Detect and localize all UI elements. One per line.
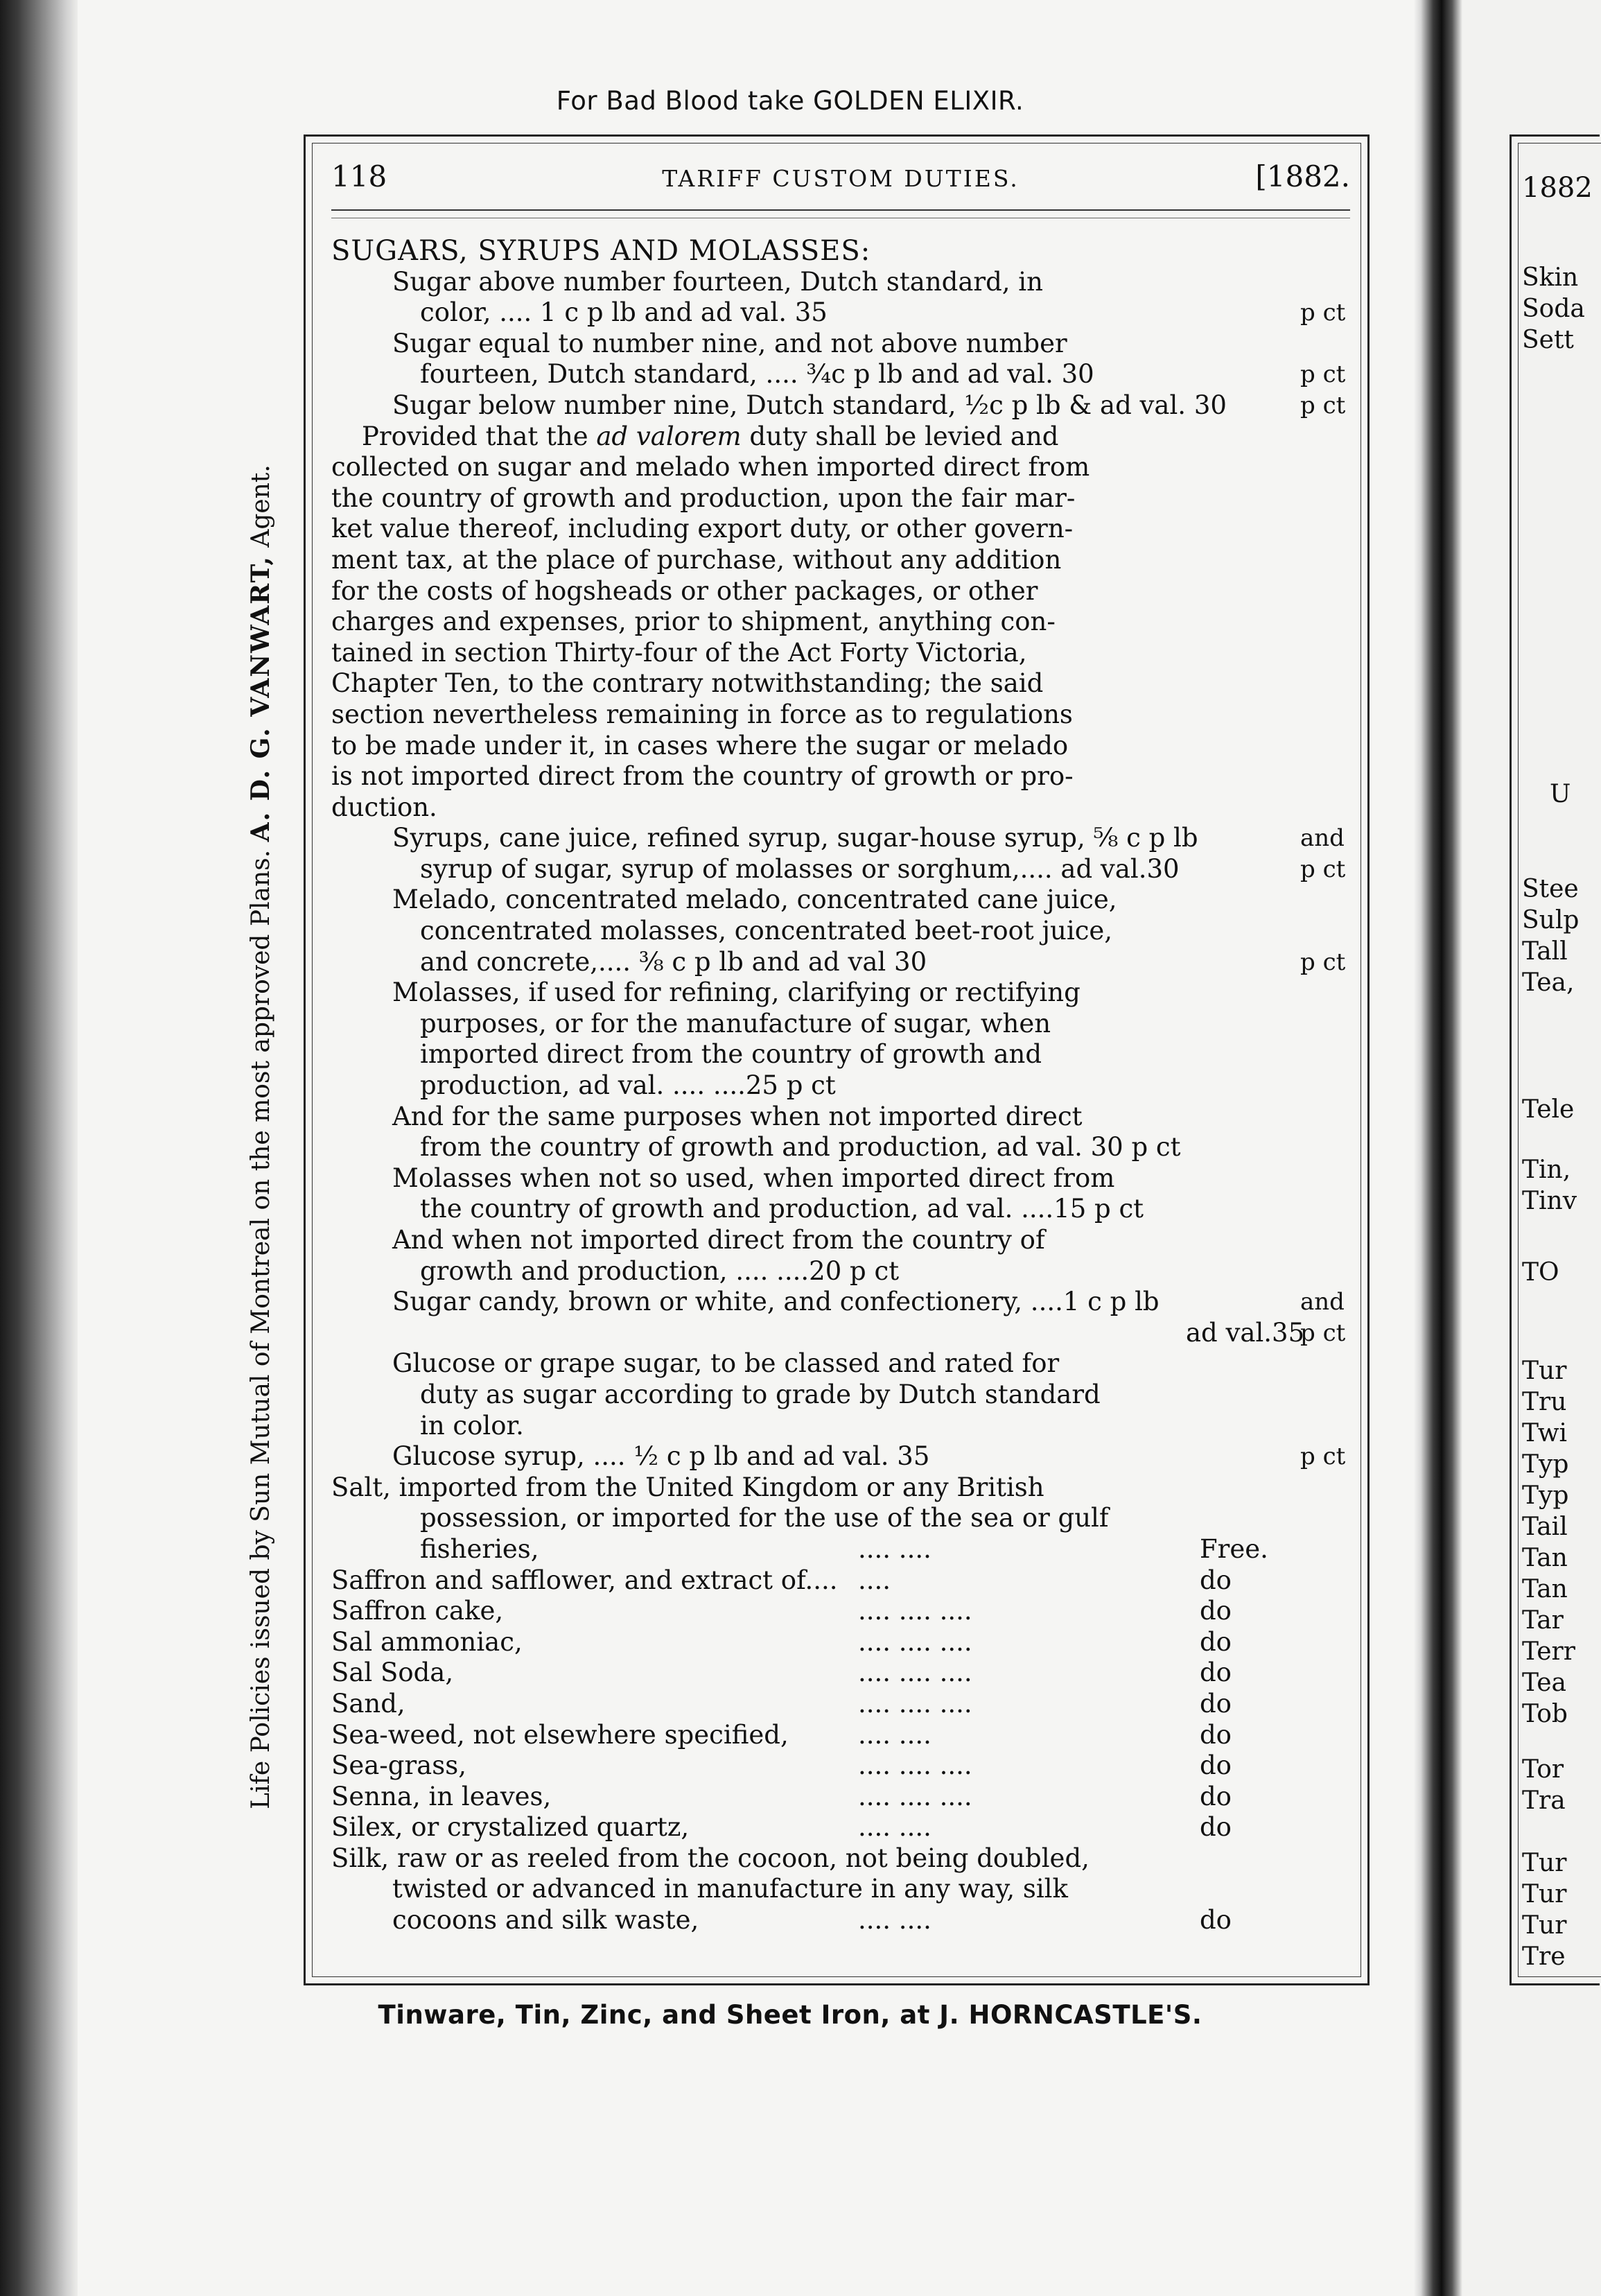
text-line: [331, 1565, 1350, 1597]
section-heading: [331, 236, 1350, 267]
text-line: [331, 1380, 1350, 1411]
text-line: [331, 1812, 1350, 1843]
line-text: purposes, or for the manufacture of sugar, when: [420, 1008, 1051, 1038]
text-line: [331, 297, 1350, 329]
text-line: [331, 514, 1350, 545]
facing-page-fragment: Tur: [1522, 1880, 1567, 1908]
line-suffix: p ct: [1300, 391, 1346, 419]
leader-dots: .... ....: [858, 1719, 931, 1750]
duty-rate: do: [1200, 1905, 1232, 1936]
text-line: [331, 545, 1350, 576]
text-line: [331, 977, 1350, 1009]
line-text: growth and production, .... ....20 p ct: [420, 1255, 900, 1286]
line-suffix: and: [1300, 1288, 1345, 1316]
top-advertisement: For Bad Blood take GOLDEN ELIXIR.: [556, 86, 1024, 116]
line-text: Sugar candy, brown or white, and confectionery, ....1 c p lb: [392, 1287, 1160, 1317]
line-text: Saffron cake,: [331, 1596, 504, 1626]
text-line: [331, 1348, 1350, 1380]
bottom-advertisement: Tinware, Tin, Zinc, and Sheet Iron, at J. HORNCASTLE'S.: [378, 2000, 1202, 2030]
line-text: Sugar below number nine, Dutch standard, ½c p lb & ad val. 30: [392, 390, 1227, 420]
text-line: [331, 1750, 1350, 1782]
facing-page-fragment: Tur: [1522, 1357, 1567, 1385]
line-text: Chapter Ten, to the contrary notwithstanding; the said: [331, 668, 1044, 699]
facing-page-fragment: Tin,: [1522, 1156, 1571, 1184]
line-text: Sea-grass,: [331, 1750, 466, 1781]
line-text: duction.: [331, 792, 437, 822]
facing-page-fragment: Typ: [1522, 1450, 1569, 1479]
line-text: Silk, raw or as reeled from the cocoon, not being doubled,: [331, 1843, 1090, 1873]
running-head: [331, 159, 1350, 194]
line-suffix: p ct: [1300, 948, 1346, 976]
leader-dots: ....: [858, 1565, 891, 1595]
text-line: [331, 390, 1350, 421]
text-line: [331, 792, 1350, 824]
text-line: [331, 1070, 1350, 1102]
line-text: duty as sugar according to grade by Dutch standard: [420, 1379, 1101, 1409]
book-binding-shadow: [0, 0, 78, 2296]
text-line: [331, 1874, 1350, 1905]
text-line: [331, 267, 1350, 298]
text-line: [331, 1782, 1350, 1813]
tariff-text: [331, 236, 1350, 1936]
leader-dots: .... ....: [858, 1533, 931, 1564]
duty-rate: do: [1200, 1719, 1232, 1750]
text-line: [331, 1596, 1350, 1627]
text-line: [331, 1287, 1350, 1318]
text-line: [331, 1689, 1350, 1720]
text-line: [331, 1843, 1350, 1875]
text-line: [331, 947, 1350, 978]
facing-page-fragment: Twi: [1522, 1419, 1568, 1447]
facing-page-fragment: Soda: [1522, 295, 1585, 323]
book-gutter: [1414, 0, 1462, 2296]
text-line: [331, 731, 1350, 762]
side-ad-agent: A. D. G. VANWART,: [246, 555, 275, 842]
text-line: [331, 1534, 1350, 1565]
facing-page-fragment: Tob: [1522, 1700, 1568, 1728]
facing-page-fragment: Tea: [1522, 1669, 1566, 1697]
text-line: [331, 1102, 1350, 1133]
line-text: Sal Soda,: [331, 1658, 454, 1688]
line-text: the country of growth and production, upon the fair mar-: [331, 482, 1076, 513]
duty-rate: do: [1200, 1658, 1232, 1688]
line-text: color, .... 1 c p lb and ad val. 35: [420, 297, 828, 328]
facing-page-fragment: Tre: [1522, 1942, 1566, 1971]
line-suffix: p ct: [1300, 1443, 1346, 1471]
line-text: ket value thereof, including export duty, or other govern-: [331, 514, 1074, 544]
line-text: to be made under it, in cases where the sugar or melado: [331, 730, 1069, 760]
line-text: syrup of sugar, syrup of molasses or sorghum,.... ad val.30: [420, 853, 1180, 884]
text-line: [331, 854, 1350, 885]
text-line: [331, 421, 1350, 453]
line-text: tained in section Thirty-four of the Act Forty Victoria,: [331, 637, 1027, 668]
leader-dots: .... ....: [858, 1812, 931, 1843]
text-line: [331, 1411, 1350, 1442]
line-text: Senna, in leaves,: [331, 1781, 552, 1811]
text-line: [331, 483, 1350, 514]
facing-page-fragment: Tinv: [1522, 1187, 1577, 1215]
text-line: [331, 638, 1350, 669]
line-suffix: p ct: [1300, 1319, 1346, 1347]
text-line: [331, 823, 1350, 854]
facing-page-fragment: Tail: [1522, 1513, 1568, 1541]
text-line: [331, 1503, 1350, 1534]
text-line: [331, 1658, 1350, 1689]
facing-page-fragment: Tan: [1522, 1544, 1568, 1572]
side-ad-text: Life Policies issued by Sun Mutual of Montreal on the most approved Plans.: [247, 849, 275, 1809]
text-line: [331, 329, 1350, 360]
facing-page-fragment: Tea,: [1522, 968, 1575, 997]
facing-page-fragment: U: [1550, 780, 1571, 808]
line-text: Salt, imported from the United Kingdom or any British: [331, 1472, 1044, 1502]
line-text: production, ad val. .... ....25 p ct: [420, 1070, 836, 1101]
text-line: [331, 1905, 1350, 1936]
line-text: cocoons and silk waste,: [392, 1905, 699, 1936]
text-line: [331, 761, 1350, 792]
line-text: in color.: [420, 1410, 524, 1441]
line-text: Glucose or grape sugar, to be classed and rated for: [392, 1348, 1060, 1379]
running-title: TARIFF CUSTOM DUTIES.: [662, 165, 1020, 192]
line-text: concentrated molasses, concentrated beet-root juice,: [420, 916, 1113, 946]
side-advertisement: [246, 347, 281, 1927]
line-text: fisheries,: [420, 1533, 539, 1564]
line-text: Sea-weed, not elsewhere specified,: [331, 1719, 789, 1750]
duty-rate: Free.: [1200, 1533, 1268, 1564]
line-text: And for the same purposes when not imported direct: [392, 1101, 1083, 1131]
line-text: Melado, concentrated melado, concentrated cane juice,: [392, 885, 1117, 915]
duty-rate: do: [1200, 1565, 1232, 1595]
line-text: Molasses, if used for refining, clarifying or rectifying: [392, 977, 1081, 1008]
line-suffix: p ct: [1300, 299, 1346, 327]
duty-rate: do: [1200, 1688, 1232, 1719]
duty-rate: do: [1200, 1596, 1232, 1626]
facing-page-fragment: Tur: [1522, 1849, 1567, 1877]
text-line: [331, 1720, 1350, 1751]
page-year: [1882.: [1255, 159, 1350, 193]
line-text: Silex, or crystalized quartz,: [331, 1812, 690, 1843]
header-rule: [331, 209, 1350, 211]
facing-page-fragment: Tru: [1522, 1388, 1567, 1416]
text-line: [331, 1472, 1350, 1504]
section-heading-text: SUGARS, SYRUPS AND MOLASSES:: [331, 235, 871, 267]
text-line: [331, 1441, 1350, 1472]
leader-dots: .... ....: [858, 1905, 931, 1936]
facing-page-fragment: Tele: [1522, 1095, 1575, 1124]
text-line: [331, 1163, 1350, 1194]
line-text: section nevertheless remaining in force as to regulations: [331, 699, 1073, 729]
text-line: [331, 699, 1350, 731]
facing-page-fragment: Stee: [1522, 875, 1579, 903]
duty-rate: do: [1200, 1626, 1232, 1657]
text-line: [331, 1009, 1350, 1040]
facing-page-fragment: Typ: [1522, 1481, 1569, 1510]
text-line: [331, 916, 1350, 947]
text-line: [331, 607, 1350, 638]
text-line: [331, 1039, 1350, 1070]
leader-dots: .... .... ....: [858, 1750, 972, 1781]
line-text: ad val.35: [1186, 1317, 1305, 1348]
line-suffix: p ct: [1300, 360, 1346, 389]
facing-page-fragment: Sulp: [1522, 906, 1580, 934]
facing-page-fragment: Tall: [1522, 937, 1568, 966]
line-text: charges and expenses, prior to shipment, anything con-: [331, 607, 1056, 637]
facing-page-fragment: Tor: [1522, 1755, 1564, 1784]
leader-dots: .... .... ....: [858, 1596, 972, 1626]
facing-page-fragment: Skin: [1522, 263, 1579, 292]
facing-page-fragment: Tra: [1522, 1786, 1566, 1815]
line-text: ment tax, at the place of purchase, without any addition: [331, 544, 1062, 575]
page-number: 118: [331, 159, 387, 193]
line-text: Provided that the ad valorem duty shall be levied and: [362, 421, 1059, 451]
side-ad-suffix: Agent.: [247, 464, 275, 548]
duty-rate: do: [1200, 1812, 1232, 1843]
facing-page-year: 1882: [1522, 172, 1593, 204]
line-text: fourteen, Dutch standard, .... ¾c p lb and ad val. 30: [420, 359, 1094, 390]
facing-page-fragment: TO: [1522, 1258, 1559, 1287]
line-text: Molasses when not so used, when imported direct from: [392, 1163, 1115, 1193]
line-text: for the costs of hogsheads or other packages, or other: [331, 575, 1038, 606]
line-text: Syrups, cane juice, refined syrup, sugar-house syrup, ⅝ c p lb: [392, 823, 1198, 853]
line-text: Sugar above number fourteen, Dutch standard, in: [392, 266, 1043, 297]
line-text: Saffron and safflower, and extract of....: [331, 1565, 838, 1595]
line-text: is not imported direct from the country of growth or pro-: [331, 761, 1074, 792]
text-line: [331, 359, 1350, 390]
leader-dots: .... .... ....: [858, 1781, 972, 1811]
facing-page-fragment: Tan: [1522, 1575, 1568, 1603]
duty-rate: do: [1200, 1781, 1232, 1811]
line-text: Sand,: [331, 1688, 405, 1719]
text-line: [331, 885, 1350, 916]
line-text: Sugar equal to number nine, and not above number: [392, 328, 1067, 358]
line-text: Sal ammoniac,: [331, 1626, 523, 1657]
leader-dots: .... .... ....: [858, 1626, 972, 1657]
facing-page-fragment: Sett: [1522, 326, 1574, 354]
line-text: the country of growth and production, ad val. ....15 p ct: [420, 1194, 1144, 1224]
line-text: twisted or advanced in manufacture in any way, silk: [392, 1874, 1068, 1904]
line-text: possession, or imported for the use of the sea or gulf: [420, 1503, 1109, 1533]
line-suffix: p ct: [1300, 855, 1346, 883]
text-line: [331, 1256, 1350, 1287]
line-text: from the country of growth and production, ad val. 30 p ct: [420, 1132, 1181, 1163]
text-line: [331, 1627, 1350, 1658]
text-line: [331, 1225, 1350, 1256]
duty-rate: do: [1200, 1750, 1232, 1781]
text-line: [331, 576, 1350, 607]
text-line: [331, 452, 1350, 483]
text-line: [331, 1194, 1350, 1225]
leader-dots: .... .... ....: [858, 1688, 972, 1719]
line-text: And when not imported direct from the country of: [392, 1225, 1045, 1255]
facing-page-fragment: Tur: [1522, 1911, 1567, 1940]
text-line: [331, 668, 1350, 699]
line-suffix: and: [1300, 824, 1345, 853]
text-line: [331, 1318, 1350, 1349]
facing-page-fragment: Terr: [1522, 1637, 1575, 1666]
line-text: Glucose syrup, .... ½ c p lb and ad val. 35: [392, 1441, 930, 1472]
line-text: and concrete,.... ⅜ c p lb and ad val 30: [420, 946, 927, 977]
leader-dots: .... .... ....: [858, 1658, 972, 1688]
text-line: [331, 1132, 1350, 1163]
line-text: collected on sugar and melado when imported direct from: [331, 452, 1090, 482]
line-text: imported direct from the country of growth and: [420, 1039, 1042, 1070]
facing-page-fragment: Tar: [1522, 1606, 1564, 1635]
